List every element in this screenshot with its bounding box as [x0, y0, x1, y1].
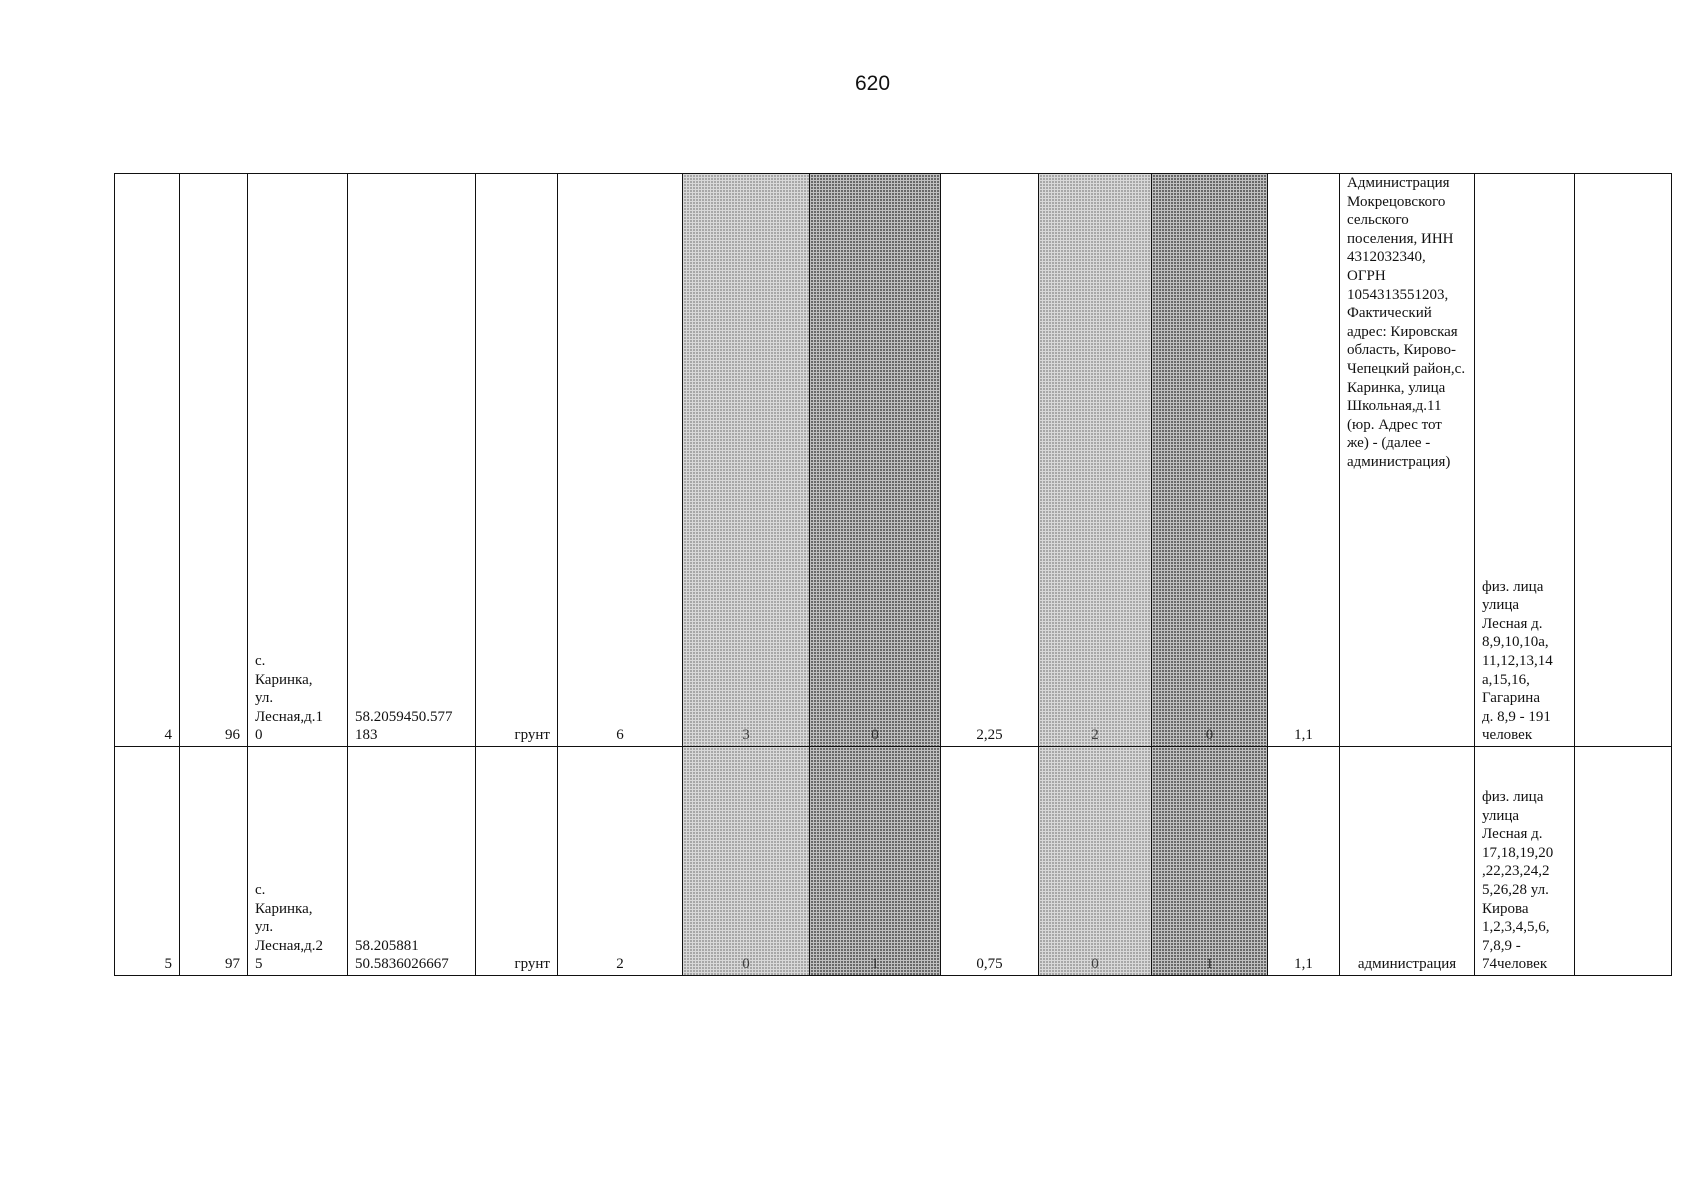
capacity-value: 1,1 — [1268, 747, 1340, 976]
site-address: с. Каринка, ул. Лесная,д.1 0 — [248, 174, 348, 747]
site-id: 96 — [180, 174, 248, 747]
owner-info: Администрация Мокрецовского сельского поселения, ИНН 4312032340, ОГРН 1054313551203, Фактический адрес: Кировская область, Кирово-Чепецкий район,с. Каринка, улица Школьная,д.11 (юр. Адрес тот же) - (далее - администрация) — [1340, 174, 1475, 747]
site-id: 97 — [180, 747, 248, 976]
shaded-value-2: 1 — [810, 747, 941, 976]
shaded-value-1: 3 — [683, 174, 810, 747]
extra-cell — [1575, 747, 1672, 976]
capacity-value: 1,1 — [1268, 174, 1340, 747]
surface-type: грунт — [476, 174, 558, 747]
shaded-value-2: 0 — [810, 174, 941, 747]
page-number: 620 — [854, 72, 891, 95]
row-number: 5 — [115, 747, 180, 976]
shaded-value-3: 0 — [1039, 747, 1152, 976]
shaded-value-1: 0 — [683, 747, 810, 976]
extra-cell — [1575, 174, 1672, 747]
site-coordinates: 58.205881 50.5836026667 — [348, 747, 476, 976]
row-number: 4 — [115, 174, 180, 747]
table-row — [115, 174, 1672, 747]
waste-sources: физ. лица улица Лесная д. 17,18,19,20 ,22,23,24,2 5,26,28 ул. Кирова 1,2,3,4,5,6, 7,8,9 - 74человек — [1475, 747, 1575, 976]
table-row — [115, 747, 1672, 976]
owner-info: администрация — [1340, 747, 1475, 976]
site-coordinates: 58.2059450.577 183 — [348, 174, 476, 747]
site-area: 6 — [558, 174, 683, 747]
volume-value: 2,25 — [941, 174, 1039, 747]
site-area: 2 — [558, 747, 683, 976]
waste-sources: физ. лица улица Лесная д. 8,9,10,10а, 11,12,13,14 а,15,16, Гагарина д. 8,9 - 191 человек — [1475, 174, 1575, 747]
shaded-value-3: 2 — [1039, 174, 1152, 747]
volume-value: 0,75 — [941, 747, 1039, 976]
shaded-value-4: 1 — [1152, 747, 1268, 976]
shaded-value-4: 0 — [1152, 174, 1268, 747]
surface-type: грунт — [476, 747, 558, 976]
registry-table — [114, 173, 1672, 976]
site-address: с. Каринка, ул. Лесная,д.2 5 — [248, 747, 348, 976]
